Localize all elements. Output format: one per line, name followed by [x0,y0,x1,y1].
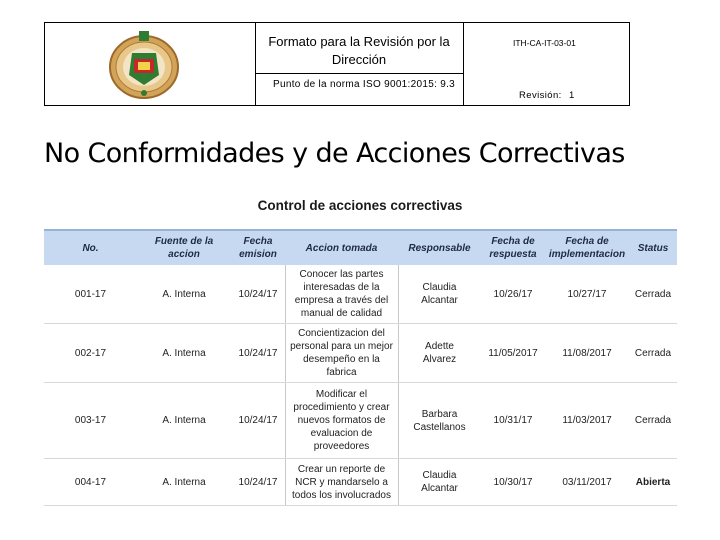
column-header: Fecha de respuesta [489,236,537,260]
column-header: No. [82,242,99,254]
document-code: ITH-CA-IT-03-01 [513,38,576,48]
cell-action: Crear un reporte de NCR y mandarselo a todos los involucrados [292,463,391,501]
table-header-row [44,229,677,265]
table-row [44,383,677,459]
norm-reference: Punto de la norma ISO 9001:2015: 9.3 [273,79,456,90]
format-title: Formato para la Revisión por la Dirección [268,34,450,67]
cell-response-date: 10/26/17 [493,288,533,300]
cell-implementation-date: 11/08/2017 [562,347,612,359]
cell-number: 003-17 [74,415,107,426]
cell-source: A. Interna [162,288,206,300]
cell-response-date: 10/30/17 [493,476,533,488]
cell-implementation-date: 03/11/2017 [562,476,612,488]
cell-issue-date: 10/24/17 [238,288,278,300]
cell-issue-date: 10/24/17 [238,415,278,426]
column-header: Status [637,242,669,254]
cell-response-date: 11/05/2017 [488,347,538,359]
cell-number: 004-17 [74,476,107,488]
column-header: Fecha de implementacion [548,236,626,260]
cell-responsible: Claudia Alcantar [421,282,458,306]
cell-implementation-date: 10/27/17 [567,288,607,300]
cell-issue-date: 10/24/17 [238,476,278,488]
cell-source: A. Interna [162,415,206,426]
table-row [44,324,677,383]
table-title: Control de acciones correctivas [257,198,463,213]
revision-value: 1 [569,90,575,101]
cell-number: 001-17 [74,288,107,300]
header-divider [463,23,464,105]
document-header [44,22,630,106]
cell-issue-date: 10/24/17 [238,347,278,359]
column-header: Responsable [408,242,471,254]
cell-responsible: Barbara Castellanos [413,408,466,433]
revision-label: Revisión: [519,90,562,101]
cell-responsible: Claudia Alcantar [421,470,458,494]
table-row [44,459,677,506]
cell-response-date: 10/31/17 [493,415,533,426]
cell-action: Conocer las partes interesadas de la empresa a través del manual de calidad [294,269,389,319]
cell-status: Abierta [635,476,671,488]
institution-seal-logo [107,29,181,101]
cell-action: Modificar el procedimiento y crear nuevos formatos de evaluacion de proveedores [293,389,390,452]
corrective-actions-table [44,229,677,506]
cell-status: Cerrada [634,288,672,300]
cell-number: 002-17 [74,347,107,359]
cell-status: Cerrada [634,415,672,426]
table-row [44,265,677,324]
cell-implementation-date: 11/03/2017 [562,415,612,426]
header-divider [255,73,463,74]
page-title: No Conformidades y de Acciones Correctivas [44,138,625,169]
cell-responsible: Adette Alvarez [422,341,457,365]
header-divider [255,23,256,105]
cell-source: A. Interna [162,476,206,488]
cell-status: Cerrada [634,347,672,359]
column-header: Fecha emision [239,236,277,260]
column-header: Fuente de la accion [154,236,214,260]
column-header: Accion tomada [305,242,378,254]
cell-action: Concientizacion del personal para un mejor desempeño en la fabrica [290,328,393,378]
cell-source: A. Interna [162,347,206,359]
